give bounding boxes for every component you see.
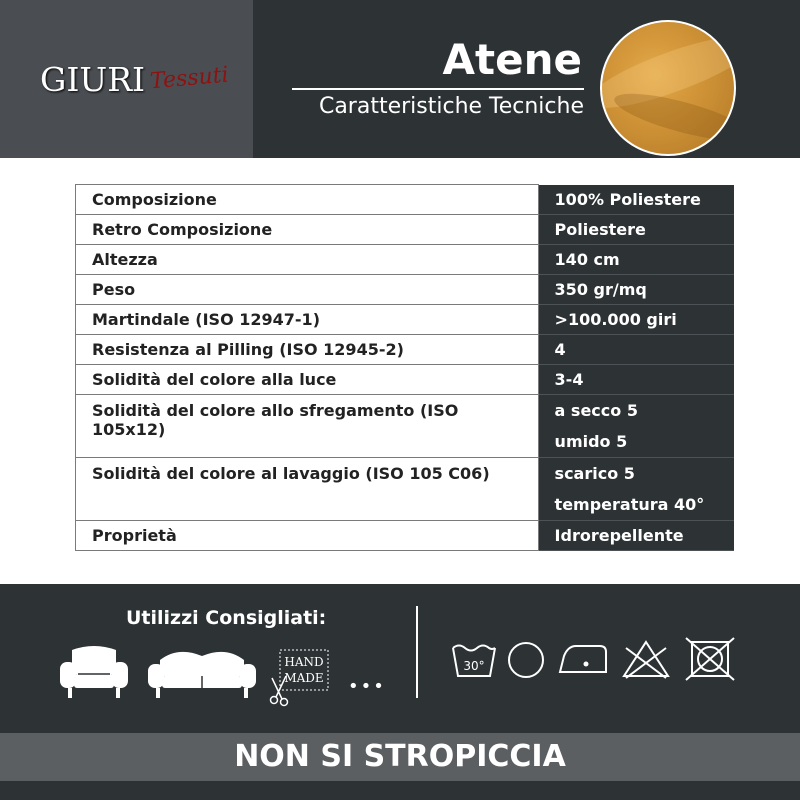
spec-value-cell xyxy=(538,365,734,395)
spec-label: Martindale (ISO 12947-1) xyxy=(76,305,539,335)
spec-value-cell xyxy=(538,185,734,215)
handmade-line2: MADE xyxy=(284,671,324,685)
spec-row xyxy=(76,395,735,458)
no-bleach-icon xyxy=(620,638,672,682)
spec-label: Proprietà xyxy=(76,521,539,551)
spec-value: a secco 5 xyxy=(554,401,638,420)
logo-script-text: Tessuti xyxy=(149,62,230,95)
spec-value-cell xyxy=(538,305,734,335)
product-subtitle: Caratteristiche Tecniche xyxy=(318,94,584,119)
spec-label: Composizione xyxy=(76,185,539,215)
fabric-swatch xyxy=(600,20,736,156)
spec-value: >100.000 giri xyxy=(554,310,677,329)
spec-value-cell xyxy=(538,395,734,458)
spec-row xyxy=(76,458,735,521)
wash-30-icon xyxy=(450,640,498,680)
spec-value-cell xyxy=(538,275,734,305)
spec-value: umido 5 xyxy=(554,432,628,451)
spec-label: Solidità del colore alla luce xyxy=(76,365,539,395)
uses-title: Utilizzi Consigliati: xyxy=(126,607,327,629)
header xyxy=(0,0,800,158)
tumble-dry-icon xyxy=(506,640,546,680)
spec-value-cell xyxy=(538,521,734,551)
iron-icon xyxy=(556,642,610,678)
spec-value-cell xyxy=(538,245,734,275)
spec-value-cell xyxy=(538,215,734,245)
spec-value: 100% Poliestere xyxy=(554,189,701,209)
banner-text: NON SI STROPICCIA xyxy=(234,739,566,774)
spec-value: scarico 5 xyxy=(554,464,635,483)
spec-value: temperatura 40° xyxy=(554,495,705,514)
spec-row xyxy=(76,305,735,335)
spec-label: Resistenza al Pilling (ISO 12945-2) xyxy=(76,335,539,365)
handmade-line1: HAND xyxy=(284,655,324,669)
no-tumble-dry-icon xyxy=(684,636,736,682)
more-icon: ••• xyxy=(348,676,386,697)
spec-value-cell xyxy=(538,458,734,521)
footer-divider xyxy=(416,606,418,698)
handmade-icon xyxy=(268,648,334,708)
spec-value-cell xyxy=(538,335,734,365)
title-divider xyxy=(292,88,584,90)
spec-value: 350 gr/mq xyxy=(554,280,647,299)
spec-row xyxy=(76,275,735,305)
sofa-icon xyxy=(146,648,258,700)
spec-value: Idrorepellente xyxy=(554,526,684,545)
spec-row xyxy=(76,365,735,395)
spec-table xyxy=(75,184,734,551)
spec-label: Solidità del colore al lavaggio (ISO 105 C06) xyxy=(76,458,539,521)
armchair-icon xyxy=(58,644,130,700)
spec-label: Retro Composizione xyxy=(76,215,539,245)
spec-row xyxy=(76,521,735,551)
logo-text: GIURI xyxy=(40,60,146,99)
spec-label: Altezza xyxy=(76,245,539,275)
spec-value: Poliestere xyxy=(554,220,646,239)
spec-label: Peso xyxy=(76,275,539,305)
spec-row xyxy=(76,245,735,275)
spec-label: Solidità del colore allo sfregamento (ISO 105x12) xyxy=(76,395,539,458)
logo-box xyxy=(0,0,253,158)
product-title: Atene xyxy=(442,35,582,84)
spec-row xyxy=(76,215,735,245)
spec-row xyxy=(76,185,735,215)
spec-row xyxy=(76,335,735,365)
spec-value: 140 cm xyxy=(554,250,620,269)
spec-value: 4 xyxy=(554,340,566,359)
wash-temp-label: 30° xyxy=(463,659,485,673)
spec-value: 3-4 xyxy=(554,370,584,389)
